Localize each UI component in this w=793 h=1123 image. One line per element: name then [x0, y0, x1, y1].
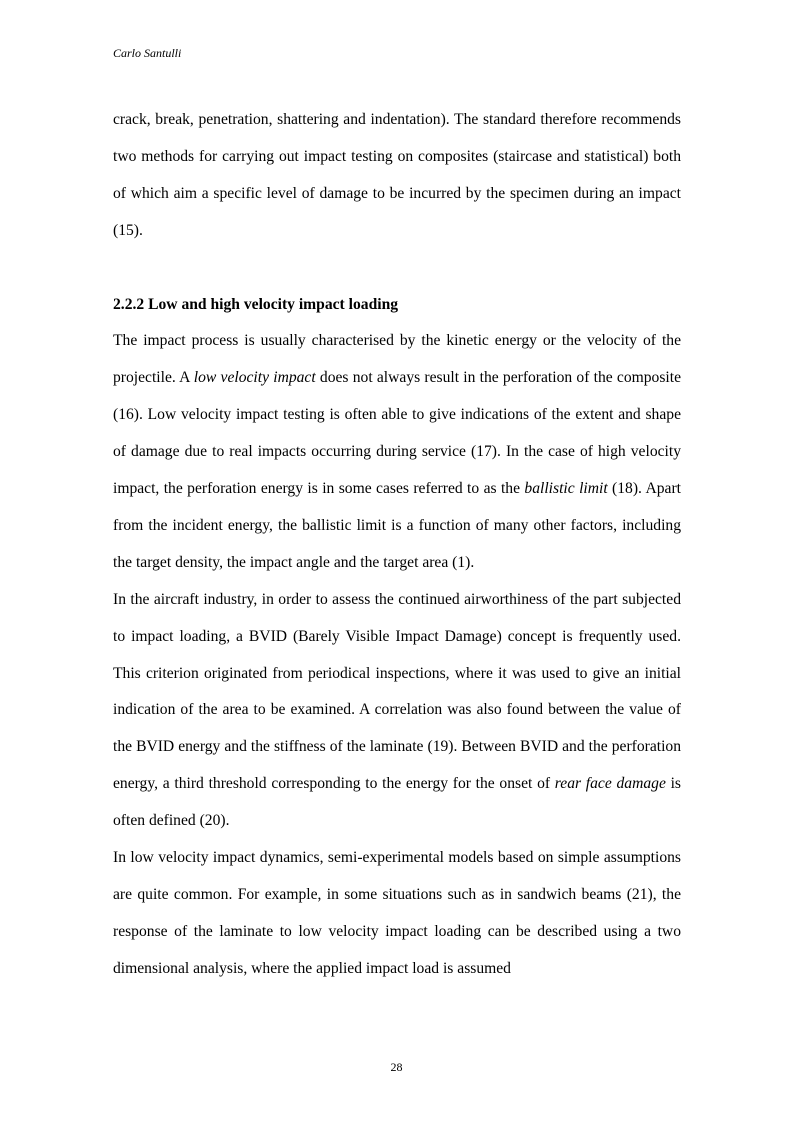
page-number: 28 — [390, 1060, 403, 1074]
running-head-author: Carlo Santulli — [113, 46, 182, 60]
section-heading: 2.2.2 Low and high velocity impact loading — [113, 295, 399, 313]
paragraph-impact-process — [113, 323, 681, 581]
text-run: The impact process is usually characterised by the kinetic energy or the velocity of the projectile. A — [113, 332, 681, 387]
italic-term-ballistic-limit: ballistic limit — [524, 480, 608, 498]
italic-term-low-velocity-impact: low velocity impact — [193, 369, 316, 387]
text-run: (18). Apart from the incident energy, the ballistic limit is a function of many other factors, including the target density, the impact angle and the target area (1). — [113, 480, 681, 571]
paragraph-low-velocity-dynamics: In low velocity impact dynamics, semi-experimental models based on simple assumptions are quite common. For example, in some situations such as in sandwich beams (21), the response of the laminate to low velocity impact loading can be described using a two dimensional analysis, where the applied impact load is assumed — [113, 849, 681, 977]
main-text — [113, 102, 681, 988]
text-run: In the aircraft industry, in order to assess the continued airworthiness of the part subjected to impact loading, a BVID (Barely Visible Impact Damage) concept is frequently used. This criterion originated from periodical inspections, where it was used to give an initial indication of the area to be examined. A correlation was also found between the value of the BVID energy and the stiffness of the laminate (19). Between BVID and the perforation energy, a third threshold corresponding to the energy for the onset of — [113, 590, 681, 793]
text-run: does not always result in the perforation of the composite (16). Low velocity impact testing is often able to give indications of the extent and shape of damage due to real impacts occurring during service (17). In the case of high velocity impact, the perforation energy is in some cases referred to as the — [113, 369, 681, 498]
paragraph-continuation: crack, break, penetration, shattering and indentation). The standard therefore recommends two methods for carrying out impact testing on composites (staircase and statistical) both of which aim a specific level of damage to be incurred by the specimen during an impact (15). — [113, 111, 681, 239]
text-run: is often defined (20). — [113, 775, 681, 830]
italic-term-rear-face-damage: rear face damage — [554, 775, 666, 793]
paragraph-bvid — [113, 582, 681, 840]
